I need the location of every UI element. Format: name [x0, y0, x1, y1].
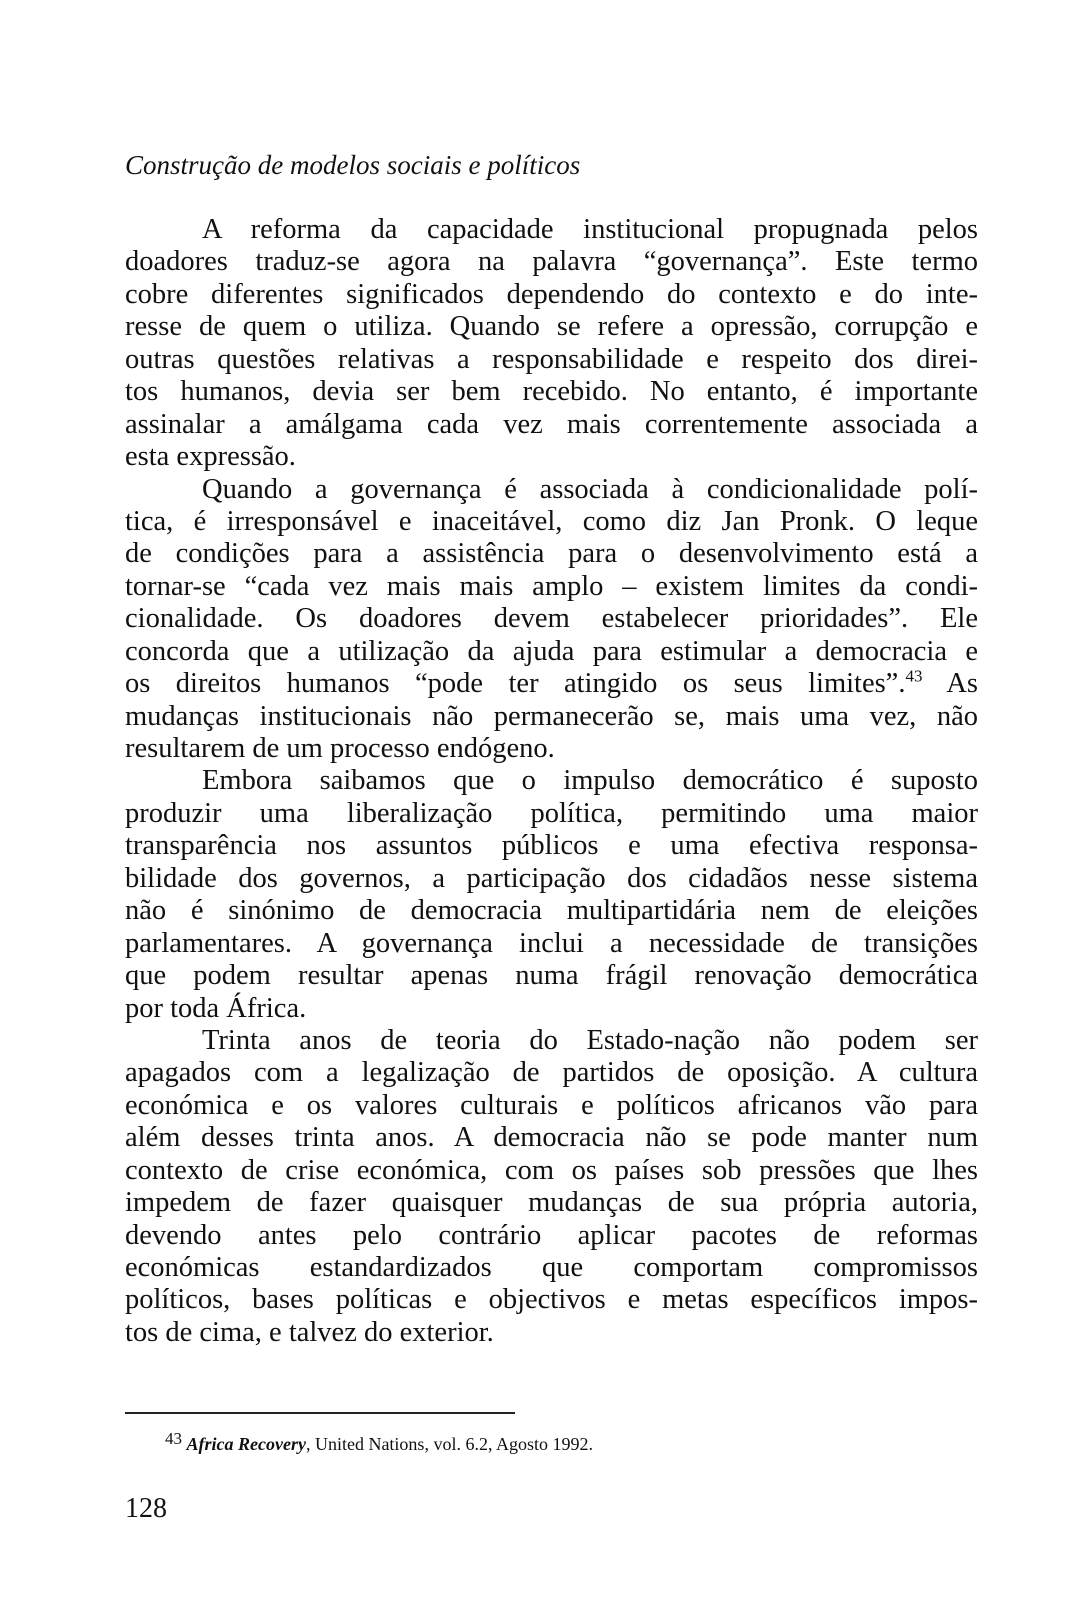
footnote-reference: 43: [905, 666, 923, 686]
paragraph-line: [125, 474, 978, 506]
line-text: tos de cima, e talvez do exterior.: [125, 1316, 494, 1348]
footnote-text: , United Nations, vol. 6.2, Agosto 1992.: [305, 1434, 593, 1454]
line-text: além desses trinta anos. A democracia não se pode manter num: [125, 1122, 978, 1154]
body-text: [125, 214, 978, 1349]
paragraph-line: [125, 311, 978, 343]
line-text: doadores traduz-se agora na palavra “governança”. Este termo: [125, 246, 978, 278]
line-text: transparência nos assuntos públicos e uma efectiva responsa-: [125, 830, 978, 862]
paragraph-line: [125, 993, 978, 1025]
footnote: [165, 1429, 593, 1455]
line-text: Quando a governança é associada à condicionalidade polí-: [202, 473, 978, 505]
paragraph-line: [125, 376, 978, 408]
footnote-divider: [125, 1412, 515, 1414]
line-text: A reforma da capacidade institucional propugnada pelos: [202, 214, 978, 245]
line-text: concorda que a utilização da ajuda para estimular a democracia e: [125, 635, 978, 667]
paragraph-line: [125, 765, 978, 797]
line-text: Trinta anos de teoria do Estado-nação não podem ser: [202, 1024, 978, 1056]
line-text: resse de quem o utiliza. Quando se refere a opressão, corrupção e: [125, 311, 978, 343]
paragraph-line: [125, 603, 978, 635]
line-text: cobre diferentes significados dependendo do contexto e do inte-: [125, 278, 978, 310]
paragraph-line: [125, 928, 978, 960]
paragraph-line: [125, 571, 978, 603]
line-text: de condições para a assistência para o desenvolvimento está a: [125, 538, 978, 570]
paragraph-line: [125, 409, 978, 441]
paragraph-line: [125, 798, 978, 830]
line-text: os direitos humanos “pode ter atingido os seus limites”.: [125, 668, 906, 700]
paragraph-line: [125, 538, 978, 570]
running-header: Construção de modelos sociais e políticos: [125, 150, 581, 180]
paragraph-line: [125, 1057, 978, 1089]
paragraph-line: [125, 1284, 978, 1316]
line-text: produzir uma liberalização política, permitindo uma maior: [125, 797, 978, 829]
paragraph-line: [125, 506, 978, 538]
paragraph-line: [125, 1155, 978, 1187]
line-text: não é sinónimo de democracia multipartidária nem de eleições: [125, 895, 978, 927]
paragraph-line: [125, 668, 978, 700]
line-text: por toda África.: [125, 992, 307, 1024]
paragraph-line: [125, 1220, 978, 1252]
line-text: Embora saibamos que o impulso democrático é suposto: [202, 765, 978, 797]
paragraph-line: [125, 733, 978, 765]
paragraph-line: [125, 960, 978, 992]
line-text: assinalar a amálgama cada vez mais correntemente associada a: [125, 408, 978, 440]
line-text: outras questões relativas a responsabilidade e respeito dos direi-: [125, 343, 978, 375]
line-text: cionalidade. Os doadores devem estabelecer prioridades”. Ele: [125, 603, 978, 635]
page-number: 128: [125, 1493, 167, 1524]
paragraph-line: [125, 636, 978, 668]
line-text: esta expressão.: [125, 441, 296, 473]
paragraph-line: [125, 1252, 978, 1284]
paragraph-line: [125, 701, 978, 733]
paragraph-line: [125, 1090, 978, 1122]
line-text: resultarem de um processo endógeno.: [125, 733, 555, 764]
line-text: tos humanos, devia ser bem recebido. No entanto, é importante: [125, 376, 978, 408]
paragraph-line: [125, 863, 978, 895]
paragraph-line: [125, 1187, 978, 1219]
line-text: impedem de fazer quaisquer mudanças de sua própria autoria,: [125, 1187, 978, 1219]
paragraph-line: [125, 279, 978, 311]
paragraph-line: [125, 1317, 978, 1349]
line-text: bilidade dos governos, a participação dos cidadãos nesse sistema: [125, 862, 978, 894]
footnote-title: Africa Recovery: [186, 1434, 306, 1454]
line-text: parlamentares. A governança inclui a necessidade de transições: [125, 927, 978, 959]
paragraph-line: [125, 895, 978, 927]
line-text: tornar-se “cada vez mais mais amplo – existem limites da condi-: [125, 570, 978, 602]
line-text: apagados com a legalização de partidos de oposição. A cultura: [125, 1057, 978, 1089]
paragraph-line: [125, 246, 978, 278]
line-text: tica, é irresponsável e inaceitável, como diz Jan Pronk. O leque: [125, 505, 978, 537]
line-text: mudanças institucionais não permanecerão se, mais uma vez, não: [125, 700, 978, 732]
line-text: que podem resultar apenas numa frágil renovação democrática: [125, 960, 978, 992]
line-text: políticos, bases políticas e objectivos e metas específicos impos-: [125, 1284, 978, 1316]
line-text: devendo antes pelo contrário aplicar pacotes de reformas: [125, 1219, 978, 1251]
paragraph-line: [125, 214, 978, 246]
paragraph-line: [125, 830, 978, 862]
paragraph-line: [125, 344, 978, 376]
line-text: contexto de crise económica, com os países sob pressões que lhes: [125, 1154, 978, 1186]
footnote-number: 43: [165, 1429, 182, 1448]
line-text: As: [922, 668, 978, 700]
line-text: económica e os valores culturais e políticos africanos vão para: [125, 1089, 978, 1121]
line-text: económicas estandardizados que comportam compromissos: [125, 1252, 978, 1283]
paragraph-line: [125, 1122, 978, 1154]
paragraph-line: [125, 1025, 978, 1057]
paragraph-line: [125, 441, 978, 473]
